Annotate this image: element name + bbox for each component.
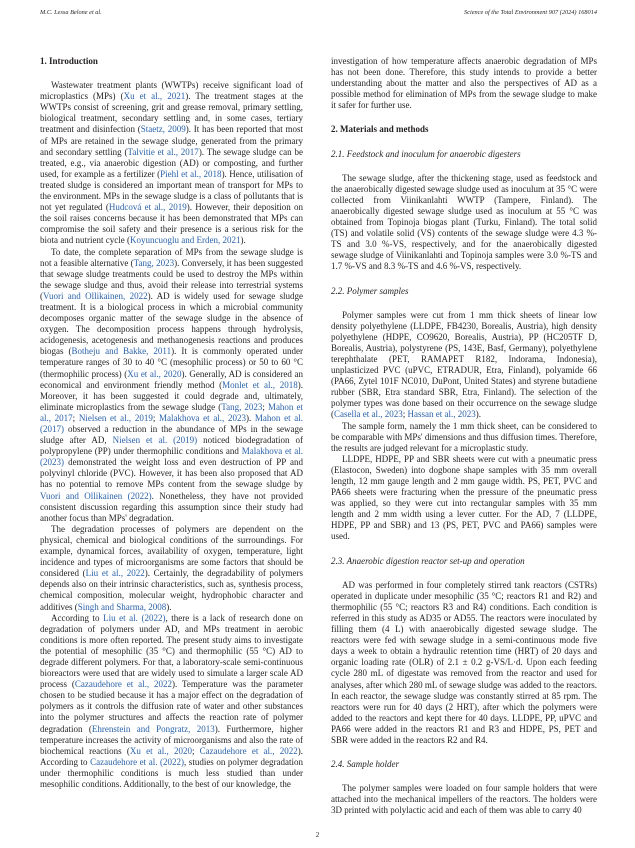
text-run: ). Certainly, the degradability of polymers depends also on their intrinsic characteristics, such as, synthesis process, chemical composition, molecular weight, hydrophobic character and additives (: [40, 568, 304, 612]
text-run: ). Furthermore, higher temperature increases the activity of microorganisms and also the rate of biochemical reactions (: [40, 723, 303, 756]
text-run: According to: [51, 612, 104, 623]
citation-link[interactable]: Monlet et al., 2018: [222, 379, 298, 390]
text-run: demonstrated the weight loss and even destruction of PP and polyvinyl chloride (PVC). However, it has been also proposed that AD has no potential to remove MPs content from the sewage sludge by: [40, 457, 303, 490]
citation-link[interactable]: Xu et al., 2021: [123, 91, 186, 102]
text-run: , studies on polymer degradation under thermophilic conditions is much less studied than under mesophilic conditions. Additionally, to the best of our knowledge, the: [40, 756, 303, 789]
citation-link[interactable]: Hudcová et al., 2019: [108, 202, 187, 213]
running-header-authors: M.C. Lessa Belone et al.: [40, 9, 102, 16]
polymer-samples-paragraph-2: The sample form, namely the 1 mm thick sheet, can be considered to be comparable with MPs' dimensions and thus diffusion times. Therefore, the results are judged relevant for a microplastic study.: [331, 420, 597, 453]
text-run: ).: [240, 235, 246, 246]
citation-link[interactable]: Liu et al., 2022: [85, 568, 145, 579]
citation-link[interactable]: Malakhova et al. (2023): [40, 446, 304, 468]
citation-link[interactable]: Cazaudehore et al. (2022): [90, 756, 184, 767]
intro-paragraph-4: [40, 613, 303, 791]
subsection-heading-polymer-samples: 2.2. Polymer samples: [331, 285, 409, 296]
citation-link[interactable]: Ehrenstein and Pongratz, 2013: [91, 723, 215, 734]
intro-paragraph-2: [40, 247, 303, 524]
citation-link[interactable]: Staetz, 2009: [140, 124, 186, 135]
text-run: ). Moreover, it has been suggested it could degrade and, ultimately, eliminate microplastics from the sewage sludge (: [40, 379, 303, 412]
text-run: , there is a lack of research done on degradation of polymers under AD, and MPs treatment in aerobic conditions is more often reported. The present study aims to investigate the potential of mesophilic (35 °C) and thermophilic (55 °C) AD to degrade different polymers. For that, a laboratory-scale semi-continuous bioreactors were used that are widely used to simulate a larger scale AD process (: [40, 612, 303, 690]
reactor-setup-paragraph: AD was performed in four completely stirred tank reactors (CSTRs) operated in duplicate under mesophilic (35 °C; reactors R1 and R2) and thermophilic (55 °C; reactors R3 and R4) conditions. Each condition is referred in this study as AD35 or AD55. The reactors were inoculated by filling them (4 L) with anaerobically digested sewage sludge. The reactors were fed with sewage sludge in a semi-continuous mode five days a week to obtain a hydraulic retention time (HRT) of 20 days and organic loading rate (OLR) of 2.1 ± 0.2 g-VS/L·d. Upon each feeding cycle 280 mL of digestate was removed from the reactor and used for analyses, after which 280 mL of sewage sludge was added to the reactors. In each reactor, the sewage sludge was constantly stirred at 85 rpm. The reactors were run for 40 days (2 HRT), after which the polymers were added to the reactors and kept there for 40 days. LLDPE, PP, uPVC and PA66 were added in the reactors R1 and R3 and HDPE, PS, PET and SBR were added in the reactors R2 and R4.: [331, 579, 597, 745]
text-run: Polymer samples were cut from 1 mm thick sheets of linear low density polyethylene (LLDPE, FB4230, Borealis, Austria), high density polyethylene (HDPE, CO9620, Borealis, Austria), PP (HC205TF D, Borealis, Austria), polystyrene (PS, 143E, Basf, Germany), polyethylene terephthalate (PET, RAMAPET R182, Indorama, Indonesia), unplasticized PVC (uPVC, ETRADUR, Etra, Finland), polyamide 66 (PA66, Zytel 101F NC010, DuPont, United States) and styrene butadiene rubber (SBR, Etra standard SBR, Etra, Finland). The selection of the polymer types was done based on their occurrence on the sewage sludge (: [331, 309, 597, 420]
citation-link[interactable]: Tang, 2023: [133, 257, 175, 268]
right-column: [331, 56, 597, 816]
intro-paragraph-1: [40, 80, 303, 246]
text-run: ). It has been reported that most of MPs are retained in the sewage sludge, generated from the primary and secondary settling (: [40, 124, 303, 157]
text-run: ). Hence, utilisation of treated sludge is considered an important mean of transport for MPs to the environment. MPs in the sewage sludge is a class of pollutants that is not yet regulated (: [40, 168, 303, 213]
text-run: ). However, their deposition on the soil raises concerns because it has been demonstrated that MPs can compromise the soil safety and their presence is a serious risk for the biota and nutrient cycle (: [40, 202, 303, 246]
citation-link[interactable]: Koyuncuoglu and Erden, 2021: [129, 235, 241, 246]
text-run: ). Generally, AD is considered an economical and environment friendly method (: [40, 368, 303, 390]
text-run: noticed biodegradation of polypropylene (PP) under thermophilic conditions and: [40, 435, 303, 457]
subsection-heading-sample-holder: 2.4. Sample holder: [331, 759, 399, 770]
feedstock-paragraph: The sewage sludge, after the thickening stage, used as feedstock and the anaerobically digested sewage sludge used as inoculum at 35 °C were collected from Viinikanlahti WWTP (Tampere, Finland). The anaerobically digested sewage sludge used as inoculum at 55 °C was obtained from Topinoja biogas plant (Turku, Finland). The total solid (TS) and volatile solid (VS) contents of the sewage sludge were 4.3 %-TS and 3.0 %-VS, respectively, and for the anaerobically digested sewage sludge of Viinikanlahti and Topinoja samples were 3.0 %-TS and 1.7 %-VS and 8.3 %-TS and 4.6 %-VS, respectively.: [331, 172, 597, 272]
text-run: Wastewater treatment plants (WWTPs) receive significant load of microplastics (MPs) (: [40, 80, 303, 102]
text-run: ). The treatment stages at the WWTPs consist of screening, grit and grease removal, primary settling, biological treatment, secondary settling and, in some cases, tertiary treatment and disinfection (: [40, 91, 304, 135]
citation-link[interactable]: Xu et al., 2020: [129, 745, 192, 756]
text-run: observed a reduction in the abundance of MPs in the sewage sludge after AD,: [40, 424, 303, 446]
intro-paragraph-continuation: investigation of how temperature affects anaerobic degradation of MPs has not been done. Therefore, this study intends to provide a better understanding about the matter and also the perspectives of AD as a possible method for elimination of MPs from the sewage sludge to make it safer for further use.: [331, 56, 597, 111]
citation-link[interactable]: Botheju and Bakke, 2011: [71, 346, 172, 357]
text-run: ). Temperature was the parameter chosen to be studied because it has a major effect on the degradation of polymers as it controls the diffusion rate of water and other substances into the polymer structures and affects the reaction rate of polymer degradation (: [40, 679, 303, 734]
text-run: ;: [402, 409, 408, 420]
text-run: ).: [475, 409, 481, 420]
section-heading-materials-methods: 2. Materials and methods: [331, 124, 429, 135]
text-run: ;: [262, 401, 268, 412]
text-run: To date, the complete separation of MPs from the sewage sludge is not a feasible alternative (: [40, 246, 303, 268]
text-run: ;: [152, 412, 159, 423]
polymer-samples-paragraph-1: [331, 310, 597, 421]
polymer-samples-paragraph-3: LLDPE, HDPE, PP and SBR sheets were cut with a pneumatic press (Elastocon, Sweden) into dogbone shape samples with 35 mm overall length, 12 mm gauge length and 2 mm gauge width. PS, PET, PVC and PA66 sheets were fracturing when the pressure of the pneumatic press was applied, so they were cut into rectangular samples with 35 mm length and 2 mm width using a lever cutter. For the AD, 7 (LLDPE, HDPE, PP and SBR) and 13 (PS, PET, PVC and PA66) samples were used.: [331, 453, 597, 542]
citation-link[interactable]: Xu et al., 2020: [127, 368, 182, 379]
text-run: ). It is commonly operated under temperature ranges of 30 to 40 °C (mesophilic process) or 50 to 60 °C (thermophilic process) (: [40, 346, 304, 379]
text-run: ).: [245, 412, 255, 423]
text-run: ). The sewage sludge can be treated, e.g., via anaerobic digestion (AD) or composting, and further used, for example as a fertilizer (: [40, 146, 303, 179]
text-run: ).: [166, 601, 172, 612]
citation-link[interactable]: Malakhova et al., 2023: [159, 412, 246, 423]
left-column: [40, 56, 303, 790]
citation-link[interactable]: Cazaudehore et al., 2022: [199, 745, 298, 756]
citation-link[interactable]: Tang, 2023: [221, 401, 263, 412]
citation-link[interactable]: Mahon et al. (2017): [40, 412, 303, 434]
citation-link[interactable]: Liu et al. (2022): [103, 612, 166, 623]
citation-link[interactable]: Singh and Sharma, 2008: [77, 601, 167, 612]
citation-link[interactable]: Talvitie et al., 2017: [127, 146, 199, 157]
citation-link[interactable]: Nielsen et al., 2019: [78, 412, 153, 423]
text-run: ). AD is widely used for sewage sludge treatment. It is a biological process in which a microbial community decomposes organic matter of the sewage sludge in the absence of oxygen. The decomposition process happens through hydrolysis, acidogenesis, acetogenesis and methanogenesis reactions and produces biogas (: [40, 290, 303, 357]
text-run: The degradation processes of polymers are dependent on the physical, chemical and biological conditions of the surroundings. For example, dynamical forces, availability of oxygen, temperature, light incidence and types of microorganisms are some factors that should be considered (: [40, 523, 303, 579]
page-number: 2: [315, 831, 320, 839]
text-run: . Nonetheless, they have not provided consistent discussion regarding this assumption since their study had another focus than MPs' degradation.: [40, 490, 304, 523]
text-run: ). According to: [40, 745, 303, 767]
running-header-journal: Science of the Total Environment 907 (2024) 168014: [464, 9, 597, 16]
sample-holder-paragraph: The polymer samples were loaded on four sample holders that were attached into the mechanical impellers of the reactors. The holders were 3D printed with polylactic acid and each of them was able to carry 40: [331, 783, 597, 816]
citation-link[interactable]: Vuori and Ollikainen (2022): [40, 490, 152, 501]
citation-link[interactable]: Casella et al., 2023: [334, 409, 403, 420]
citation-link[interactable]: Mahon et al., 2017: [40, 401, 303, 423]
text-run: ;: [191, 745, 200, 756]
citation-link[interactable]: Piehl et al., 2018: [160, 168, 222, 179]
citation-link[interactable]: Vuori and Ollikainen, 2022: [43, 290, 148, 301]
text-run: ;: [72, 412, 79, 423]
section-heading-introduction: 1. Introduction: [40, 56, 98, 66]
citation-link[interactable]: Hassan et al., 2023: [407, 409, 476, 420]
subsection-heading-feedstock: 2.1. Feedstock and inoculum for anaerobic digesters: [331, 148, 521, 159]
citation-link[interactable]: Nielsen et al. (2019): [112, 435, 198, 446]
citation-link[interactable]: Cazaudehore et al., 2022: [74, 679, 173, 690]
text-run: ). Conversely, it has been suggested that sewage sludge treatments could be used to destroy the MPs within the sewage sludge and thus, avoid their release into terrestrial systems (: [40, 257, 303, 301]
intro-paragraph-3: [40, 524, 303, 613]
subsection-heading-reactor-setup: 2.3. Anaerobic digestion reactor set-up and operation: [331, 555, 525, 566]
